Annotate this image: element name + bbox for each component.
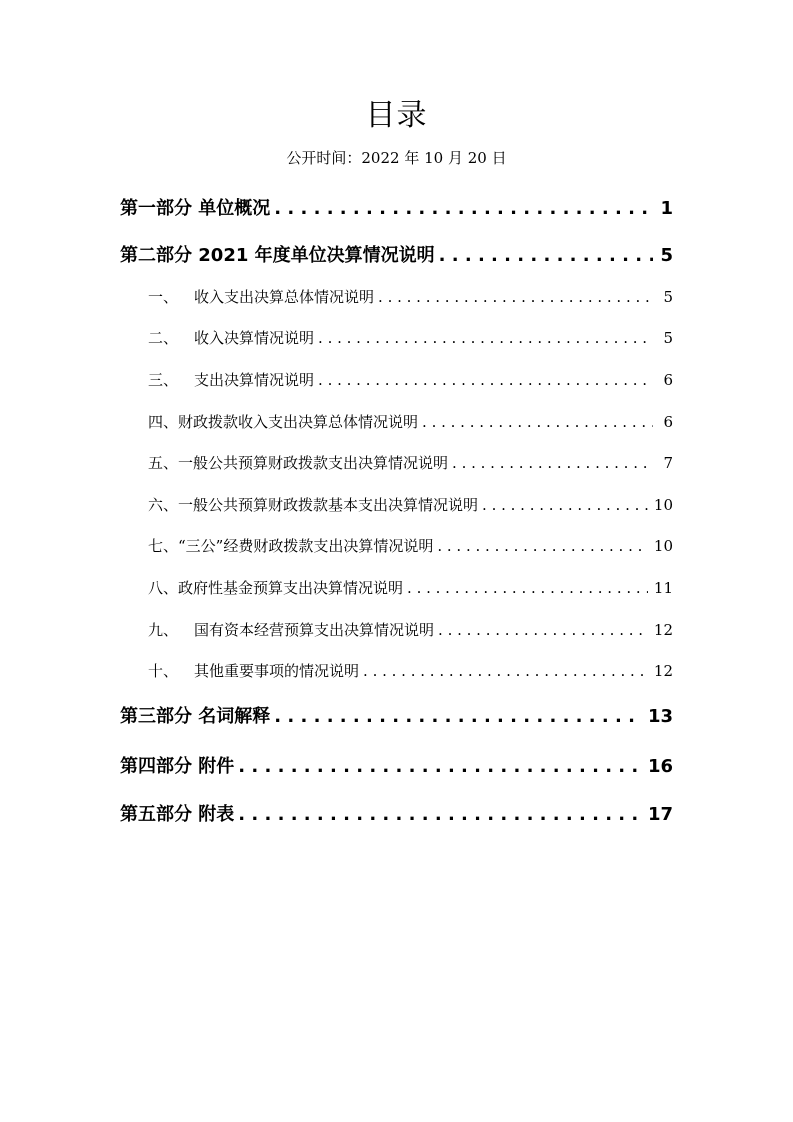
toc-entry-section-2[interactable]: [148, 326, 673, 350]
toc-entry-label: 财政拨款收入支出决算总体情况说明: [178, 413, 419, 431]
toc-page-number: 10: [653, 537, 673, 555]
toc-entry-number: 九、: [148, 621, 179, 639]
toc-page-number: 6: [663, 413, 673, 431]
toc-entry-label: 其他重要事项的情况说明: [194, 662, 360, 680]
toc-entry-part-1[interactable]: [120, 195, 673, 223]
toc-dot-leader: [363, 659, 648, 683]
toc-entry-number: 七、: [148, 537, 179, 555]
toc-entry-section-1[interactable]: [148, 285, 673, 309]
toc-entry-label: 收入决算情况说明: [194, 329, 315, 347]
toc-page-number: 13: [647, 706, 673, 727]
toc-entry-number: 二、: [148, 329, 179, 347]
page-title: 目录: [365, 98, 428, 133]
toc-entry-number: 五、: [148, 454, 179, 472]
toc-dot-leader: [422, 410, 653, 434]
toc-dot-leader: [318, 326, 653, 350]
toc-page-number: 5: [663, 288, 673, 306]
toc-entry-section-9[interactable]: [148, 618, 673, 642]
toc-dot-leader: [238, 753, 642, 781]
toc-dot-leader: [407, 576, 648, 600]
toc-entry-number: 六、: [148, 496, 179, 514]
toc-dot-leader: [274, 703, 642, 731]
toc-page-number: 7: [663, 454, 673, 472]
toc-entry-number: 八、: [148, 579, 179, 597]
toc-entry-number: 四、: [148, 413, 179, 431]
toc-entry-label: 第四部分 附件: [120, 756, 235, 777]
toc-page-number: 12: [653, 621, 673, 639]
toc-dot-leader: [439, 242, 653, 270]
toc-entry-part-5[interactable]: [120, 801, 673, 829]
toc-page-number: 12: [653, 662, 673, 680]
toc-entry-number: 十、: [148, 662, 179, 680]
toc-entry-section-3[interactable]: [148, 368, 673, 392]
toc-dot-leader: [482, 493, 648, 517]
toc-page-number: 16: [647, 756, 673, 777]
toc-entry-part-2[interactable]: [120, 242, 673, 270]
publish-date: 公开时间：2022 年 10 月 20 日: [286, 149, 507, 167]
toc-dot-leader: [318, 368, 653, 392]
toc-entry-section-6[interactable]: [148, 493, 673, 517]
toc-dot-leader: [437, 534, 648, 558]
toc-entry-section-5[interactable]: [148, 451, 673, 475]
toc-page-number: 17: [647, 804, 673, 825]
toc-page-number: 5: [660, 245, 673, 266]
toc-entry-part-4[interactable]: [120, 753, 673, 781]
toc-page-number: 1: [660, 198, 673, 219]
toc-entry-section-10[interactable]: [148, 659, 673, 683]
toc-entry-label: 收入支出决算总体情况说明: [194, 288, 375, 306]
toc-entry-section-4[interactable]: [148, 410, 673, 434]
toc-entry-label: “三公”经费财政拨款支出决算情况说明: [178, 537, 434, 555]
toc-dot-leader: [238, 801, 642, 829]
toc-entry-label: 第一部分 单位概况: [120, 198, 271, 219]
toc-entry-label: 第五部分 附表: [120, 804, 235, 825]
toc-page-number: 11: [653, 579, 673, 597]
toc-page-number: 5: [663, 329, 673, 347]
toc-entry-section-7[interactable]: [148, 534, 673, 558]
toc-page-number: 10: [653, 496, 673, 514]
toc-page-number: 6: [663, 371, 673, 389]
toc-dot-leader: [378, 285, 653, 309]
toc-entry-part-3[interactable]: [120, 703, 673, 731]
toc-entry-section-8[interactable]: [148, 576, 673, 600]
toc-entry-label: 支出决算情况说明: [194, 371, 315, 389]
toc-dot-leader: [274, 195, 653, 223]
toc-entry-number: 三、: [148, 371, 179, 389]
toc-entry-label: 国有资本经营预算支出决算情况说明: [194, 621, 435, 639]
toc-entry-label: 第二部分 2021 年度单位决算情况说明: [120, 245, 435, 266]
toc-dot-leader: [452, 451, 653, 475]
toc-entry-label: 政府性基金预算支出决算情况说明: [178, 579, 404, 597]
toc-entry-label: 一般公共预算财政拨款基本支出决算情况说明: [178, 496, 479, 514]
toc-entry-number: 一、: [148, 288, 179, 306]
toc-entry-label: 第三部分 名词解释: [120, 706, 271, 727]
toc-entry-label: 一般公共预算财政拨款支出决算情况说明: [178, 454, 449, 472]
toc-dot-leader: [438, 618, 648, 642]
